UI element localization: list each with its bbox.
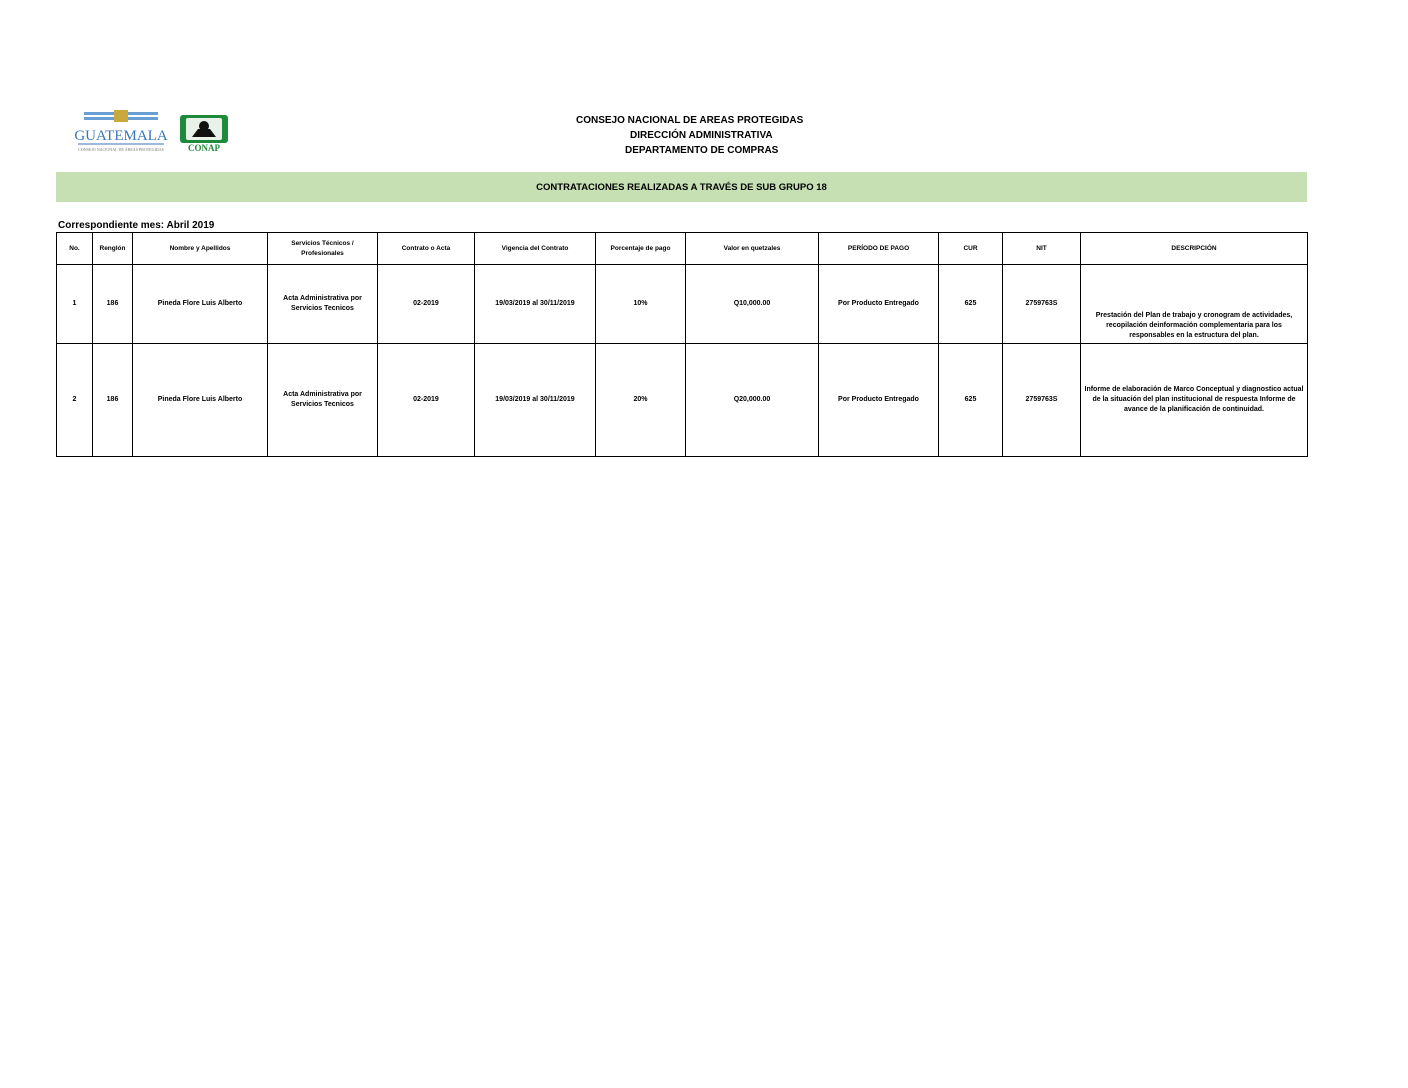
cell-cur: 625 [939,344,1003,457]
header-renglon: Renglón [93,233,133,265]
cell-renglon: 186 [93,265,133,344]
cell-contrato: 02-2019 [378,265,475,344]
title-banner: CONTRATACIONES REALIZADAS A TRAVÉS DE SUB GRUPO 18 [56,172,1307,202]
header-vigencia: Vigencia del Contrato [475,233,596,265]
cell-vigencia: 19/03/2019 al 30/11/2019 [475,344,596,457]
cell-contrato: 02-2019 [378,344,475,457]
cell-vigencia: 19/03/2019 al 30/11/2019 [475,265,596,344]
cell-nombre: Pineda Flore Luis Alberto [133,265,268,344]
cell-servicios: Acta Administrativa por Servicios Tecnicos [268,344,378,457]
cell-porcentaje: 10% [596,265,686,344]
cell-cur: 625 [939,265,1003,344]
document-header [520,113,880,158]
header-no: No. [57,233,93,265]
table-row [57,344,1308,457]
cell-porcentaje: 20% [596,344,686,457]
header-valor: Valor en quetzales [686,233,819,265]
header-line-organization: CONSEJO NACIONAL DE AREAS PROTEGIDAS [576,115,804,126]
header-nombre: Nombre y Apellidos [133,233,268,265]
cell-renglon: 186 [93,344,133,457]
cell-valor: Q10,000.00 [686,265,819,344]
header-line-direction: DIRECCIÓN ADMINISTRATIVA [630,130,773,141]
logo-right-text: CONAP [188,143,220,153]
table-row [57,265,1308,344]
table-header-row [57,233,1308,265]
cell-no: 2 [57,344,93,457]
guatemala-logo [70,108,172,158]
cell-servicios: Acta Administrativa por Servicios Tecnicos [268,265,378,344]
contracts-table [56,232,1308,457]
header-line-department: DEPARTAMENTO DE COMPRAS [625,145,779,156]
cell-periodo: Por Producto Entregado [819,344,939,457]
header-periodo: PERÍODO DE PAGO [819,233,939,265]
month-label: Correspondiente mes: Abril 2019 [58,220,215,231]
header-servicios: Servicios Técnicos / Profesionales [268,233,378,265]
header-porcentaje: Porcentaje de pago [596,233,686,265]
cell-no: 1 [57,265,93,344]
logo-left-subtext: CONSEJO NACIONAL DE ÁREAS PROTEGIDAS [78,147,164,152]
logo-left-text: GUATEMALA [74,128,168,144]
header-nit: NIT [1003,233,1081,265]
cell-nit: 2759763S [1003,344,1081,457]
cell-descripcion: Informe de elaboración de Marco Conceptual y diagnostico actual de la situación del plan institucional de respuesta Informe de avance de la planificación de continuidad. [1081,344,1308,457]
header-contrato: Contrato o Acta [378,233,475,265]
cell-valor: Q20,000.00 [686,344,819,457]
cell-nit: 2759763S [1003,265,1081,344]
cell-descripcion: Prestación del Plan de trabajo y cronogram de actividades, recopilación deinformación complementaria para los responsables en la estructura del plan. [1081,265,1308,344]
header-descripcion: DESCRIPCIÓN [1081,233,1308,265]
cell-nombre: Pineda Flore Luis Alberto [133,344,268,457]
cell-periodo: Por Producto Entregado [819,265,939,344]
conap-logo [178,115,230,153]
header-cur: CUR [939,233,1003,265]
